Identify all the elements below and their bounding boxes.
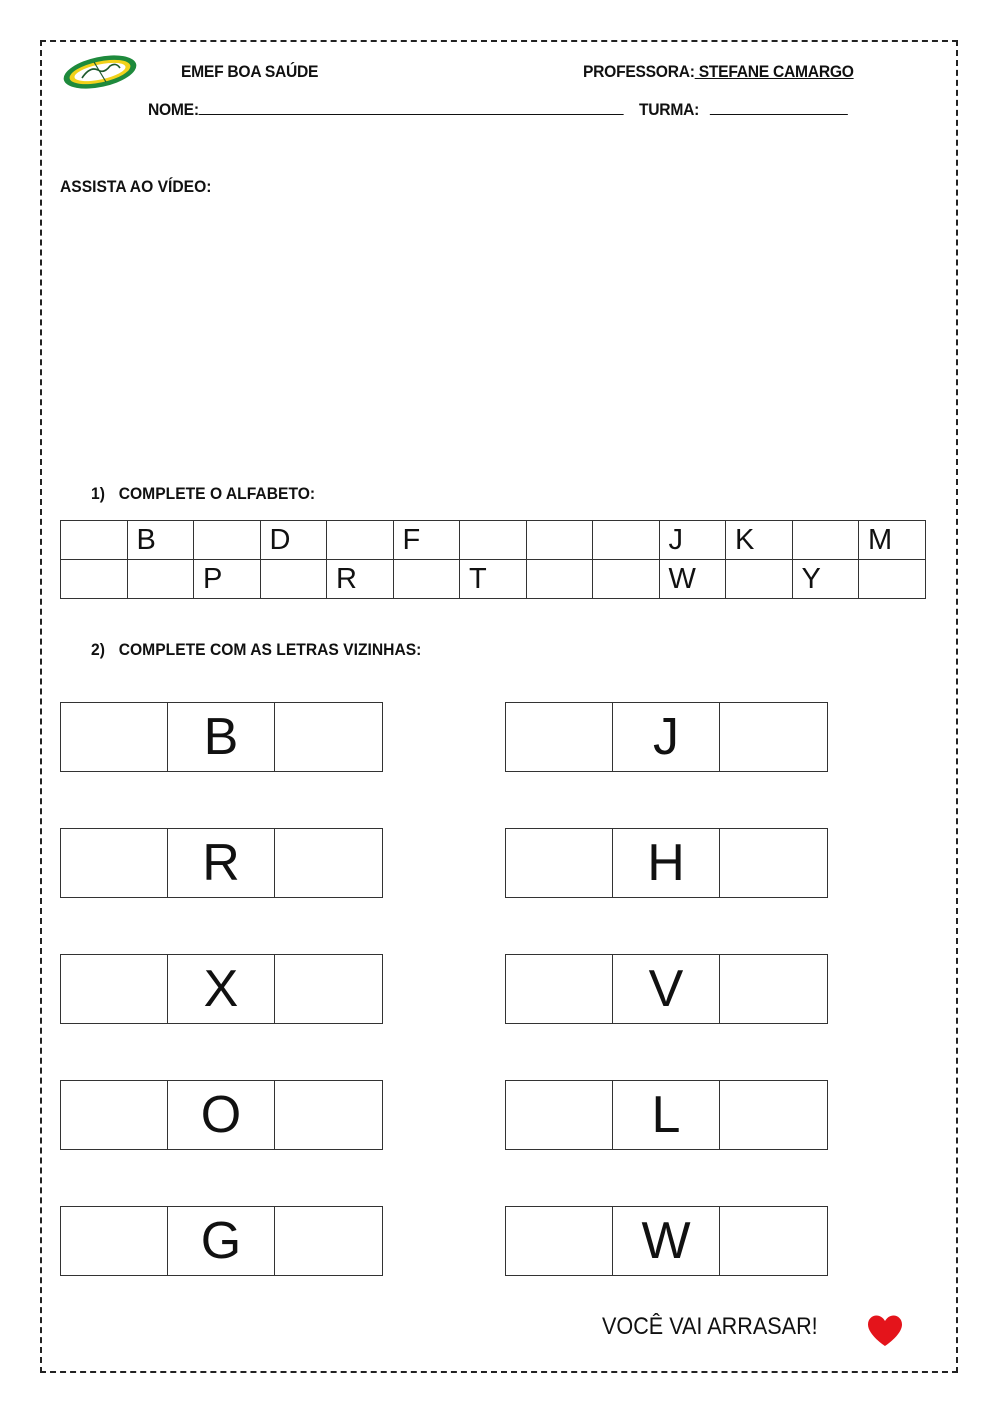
- before-blank[interactable]: [506, 1081, 613, 1149]
- neighbor-group: [505, 828, 828, 898]
- given-letter: J: [613, 703, 720, 771]
- alphabet-row-2: [61, 560, 926, 599]
- neighbor-group: [60, 702, 383, 772]
- school-name: EMEF BOA SAÚDE: [181, 62, 319, 81]
- alphabet-cell[interactable]: [792, 521, 859, 560]
- alphabet-cell[interactable]: D: [260, 521, 327, 560]
- after-blank[interactable]: [720, 703, 827, 771]
- after-blank[interactable]: [275, 829, 382, 897]
- name-label: NOME:: [148, 100, 199, 119]
- alphabet-cell[interactable]: [593, 560, 660, 599]
- alphabet-cell[interactable]: K: [726, 521, 793, 560]
- given-letter: L: [613, 1081, 720, 1149]
- name-blank[interactable]: [199, 114, 624, 115]
- before-blank[interactable]: [506, 829, 613, 897]
- alphabet-cell[interactable]: [526, 521, 593, 560]
- after-blank[interactable]: [720, 829, 827, 897]
- before-blank[interactable]: [506, 703, 613, 771]
- given-letter: R: [168, 829, 275, 897]
- alphabet-cell[interactable]: [593, 521, 660, 560]
- before-blank[interactable]: [506, 955, 613, 1023]
- video-instruction: ASSISTA AO VÍDEO:: [60, 177, 212, 196]
- before-blank[interactable]: [506, 1207, 613, 1275]
- neighbor-group: [505, 954, 828, 1024]
- teacher-label: PROFESSORA:: [583, 62, 695, 81]
- alphabet-cell[interactable]: M: [859, 521, 926, 560]
- after-blank[interactable]: [275, 703, 382, 771]
- after-blank[interactable]: [275, 955, 382, 1023]
- after-blank[interactable]: [720, 955, 827, 1023]
- exercise-1-title: COMPLETE O ALFABETO:: [118, 484, 316, 503]
- alphabet-cell[interactable]: F: [393, 521, 460, 560]
- before-blank[interactable]: [61, 955, 168, 1023]
- before-blank[interactable]: [61, 1207, 168, 1275]
- before-blank[interactable]: [61, 829, 168, 897]
- neighbor-group: [505, 1206, 828, 1276]
- after-blank[interactable]: [720, 1207, 827, 1275]
- before-blank[interactable]: [61, 1081, 168, 1149]
- exercise-1-heading: [91, 484, 315, 504]
- given-letter: O: [168, 1081, 275, 1149]
- alphabet-table: [60, 520, 926, 599]
- alphabet-cell[interactable]: [460, 521, 527, 560]
- alphabet-cell[interactable]: P: [194, 560, 261, 599]
- given-letter: G: [168, 1207, 275, 1275]
- exercise-2-title: COMPLETE COM AS LETRAS VIZINHAS:: [118, 640, 422, 659]
- closing-message: VOCÊ VAI ARRASAR!: [602, 1313, 818, 1340]
- given-letter: V: [613, 955, 720, 1023]
- given-letter: W: [613, 1207, 720, 1275]
- neighbor-group: [60, 1206, 383, 1276]
- given-letter: H: [613, 829, 720, 897]
- alphabet-cell[interactable]: [61, 560, 128, 599]
- alphabet-cell[interactable]: [260, 560, 327, 599]
- after-blank[interactable]: [275, 1081, 382, 1149]
- alphabet-cell[interactable]: [194, 521, 261, 560]
- class-blank[interactable]: [710, 114, 848, 115]
- alphabet-cell[interactable]: J: [659, 521, 726, 560]
- neighbor-group: [60, 1080, 383, 1150]
- neighbor-group: [505, 1080, 828, 1150]
- alphabet-cell[interactable]: W: [659, 560, 726, 599]
- class-line: [639, 100, 848, 120]
- heart-icon: [866, 1314, 904, 1348]
- alphabet-cell[interactable]: R: [327, 560, 394, 599]
- alphabet-cell[interactable]: [127, 560, 194, 599]
- class-label: TURMA:: [639, 100, 700, 119]
- neighbor-group: [60, 954, 383, 1024]
- before-blank[interactable]: [61, 703, 168, 771]
- alphabet-cell[interactable]: [327, 521, 394, 560]
- given-letter: B: [168, 703, 275, 771]
- alphabet-cell[interactable]: [726, 560, 793, 599]
- neighbor-group: [505, 702, 828, 772]
- alphabet-cell[interactable]: [393, 560, 460, 599]
- alphabet-cell[interactable]: T: [460, 560, 527, 599]
- alphabet-cell[interactable]: [61, 521, 128, 560]
- alphabet-cell[interactable]: Y: [792, 560, 859, 599]
- neighbor-group: [60, 828, 383, 898]
- school-logo: [60, 52, 140, 92]
- given-letter: X: [168, 955, 275, 1023]
- video-placeholder[interactable]: [60, 210, 938, 460]
- teacher-line: [583, 62, 854, 82]
- exercise-2-number: 2): [91, 640, 105, 659]
- teacher-name: STEFANE CAMARGO: [694, 62, 854, 81]
- exercise-1-number: 1): [91, 484, 105, 503]
- alphabet-cell[interactable]: [859, 560, 926, 599]
- after-blank[interactable]: [720, 1081, 827, 1149]
- after-blank[interactable]: [275, 1207, 382, 1275]
- alphabet-cell[interactable]: [526, 560, 593, 599]
- alphabet-cell[interactable]: B: [127, 521, 194, 560]
- exercise-2-heading: [91, 640, 421, 660]
- alphabet-row-1: [61, 521, 926, 560]
- name-line: [148, 100, 624, 120]
